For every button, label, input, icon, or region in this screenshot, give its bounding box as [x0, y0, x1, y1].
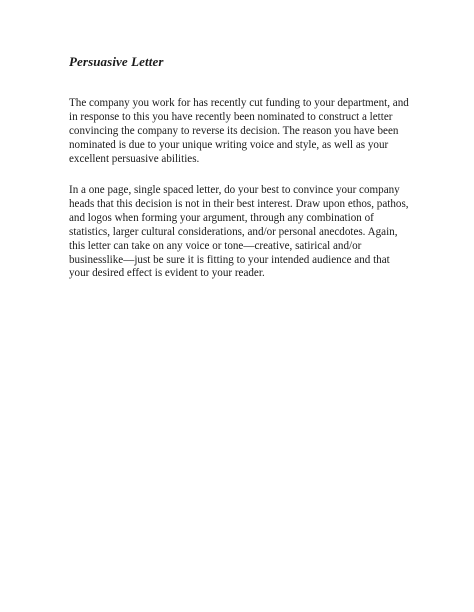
document-title: Persuasive Letter — [69, 54, 164, 69]
paragraph-instructions — [69, 184, 409, 281]
paragraph-line: heads that this decision is not in their best interest. Draw upon ethos, pathos, — [69, 197, 409, 210]
paragraph-line: nominated is due to your unique writing voice and style, as well as your — [69, 138, 389, 151]
paragraph-line: businesslike—just be sure it is fitting to your intended audience and that — [69, 253, 390, 266]
paragraph-line: The company you work for has recently cut funding to your department, and — [69, 97, 409, 109]
paragraph-line: this letter can take on any voice or tone—creative, satirical and/or — [69, 239, 362, 252]
paragraph-line: excellent persuasive abilities. — [69, 152, 200, 165]
paragraph-line: In a one page, single spaced letter, do your best to convince your company — [69, 184, 400, 196]
paragraph-line: convincing the company to reverse its decision. The reason you have been — [69, 124, 399, 137]
paragraph-line: and logos when forming your argument, through any combination of — [69, 211, 374, 224]
paragraph-line: statistics, larger cultural considerations, and/or personal anecdotes. Again, — [69, 225, 398, 238]
paragraph-line: in response to this you have recently been nominated to construct a letter — [69, 110, 393, 123]
paragraph-scenario — [69, 97, 409, 167]
paragraph-line: your desired effect is evident to your reader. — [69, 267, 265, 280]
